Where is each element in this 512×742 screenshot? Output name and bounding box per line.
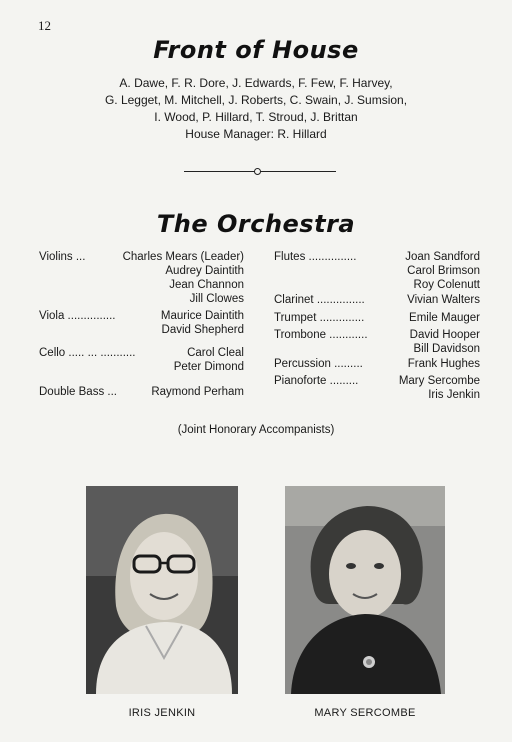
section-label-trombone: Trombone ............ bbox=[274, 329, 368, 341]
front-of-house-title: Front of House bbox=[153, 36, 359, 64]
house-manager-line: House Manager: R. Hillard bbox=[185, 127, 327, 141]
player-name: Charles Mears (Leader) bbox=[122, 251, 244, 263]
front-of-house-line: I. Wood, P. Hillard, T. Stroud, J. Brittan bbox=[154, 110, 358, 124]
player-name: Maurice Daintith bbox=[160, 310, 244, 322]
section-label-flutes: Flutes ............... bbox=[274, 251, 357, 263]
player-name: David Shepherd bbox=[161, 324, 244, 336]
photo-caption: MARY SERCOMBE bbox=[314, 707, 416, 719]
player-name: Peter Dimond bbox=[173, 361, 244, 373]
section-label-viola: Viola ............... bbox=[39, 310, 116, 322]
front-of-house-line: G. Legget, M. Mitchell, J. Roberts, C. Swain, J. Sumsion, bbox=[104, 93, 408, 107]
player-name: Carol Brimson bbox=[407, 265, 480, 277]
player-name: Carol Cleal bbox=[187, 347, 244, 359]
front-of-house-line: A. Dawe, F. R. Dore, J. Edwards, F. Few, F. Harvey, bbox=[119, 76, 393, 90]
player-name: Frank Hughes bbox=[407, 358, 480, 370]
section-label-percussion: Percussion ......... bbox=[274, 358, 363, 370]
section-label-pianoforte: Pianoforte ......... bbox=[274, 375, 359, 387]
section-label-violins: Violins ... bbox=[39, 251, 86, 263]
player-name: Bill Davidson bbox=[413, 343, 480, 355]
orchestra-title: The Orchestra bbox=[156, 210, 356, 238]
section-names-percussion bbox=[408, 357, 480, 371]
player-name: Audrey Daintith bbox=[165, 265, 244, 277]
accompanists-note: (Joint Honorary Accompanists) bbox=[177, 424, 335, 436]
section-label-clarinet: Clarinet ............... bbox=[274, 294, 365, 306]
page-number: 12 bbox=[38, 18, 51, 33]
player-name: Jean Channon bbox=[169, 279, 244, 291]
section-label-cello: Cello ..... ... ........... bbox=[39, 347, 136, 359]
player-name: Iris Jenkin bbox=[428, 389, 480, 401]
section-label-double-bass: Double Bass ... bbox=[39, 386, 117, 398]
player-name: Joan Sandford bbox=[405, 251, 480, 263]
section-names-trombone bbox=[410, 328, 480, 356]
player-name: Roy Colenutt bbox=[413, 279, 480, 291]
portrait-photo-iris-jenkin bbox=[86, 486, 238, 694]
section-label-trumpet: Trumpet .............. bbox=[274, 312, 365, 324]
section-names-pianoforte bbox=[399, 374, 480, 402]
player-name: David Hooper bbox=[409, 329, 480, 341]
player-name: Emile Mauger bbox=[409, 312, 480, 324]
section-names-clarinet bbox=[407, 293, 480, 307]
section-names-flutes bbox=[405, 250, 480, 292]
player-name: Raymond Perham bbox=[151, 386, 244, 398]
player-name: Vivian Walters bbox=[407, 294, 480, 306]
portrait-photo-mary-sercombe bbox=[285, 486, 445, 694]
player-name: Mary Sercombe bbox=[398, 375, 480, 387]
photo-caption: IRIS JENKIN bbox=[128, 707, 196, 719]
player-name: Jill Clowes bbox=[189, 293, 244, 305]
section-names-trumpet bbox=[409, 311, 480, 325]
